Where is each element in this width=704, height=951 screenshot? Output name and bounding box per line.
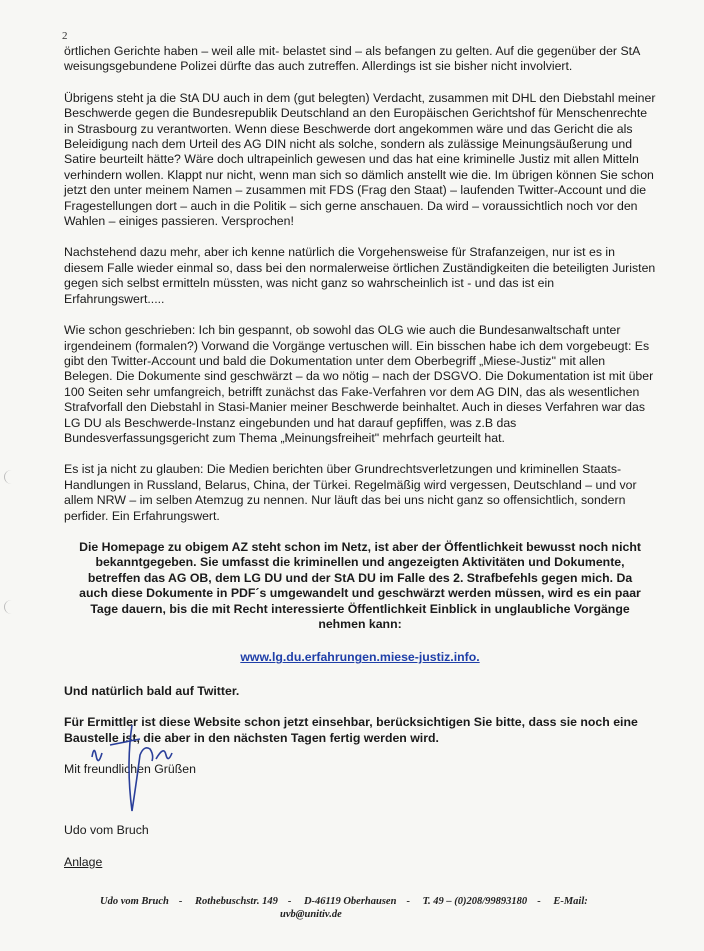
twitter-note: Und natürlich bald auf Twitter. [64,683,240,698]
homepage-notice: Die Homepage zu obigem AZ steht schon im Netz, ist aber der Öffentlichkeit bewusst noch nicht bekanntgegeben. Sie umfasst die kriminellen und angezeigten Aktivitäten und Dokumente, betreffen das AG OB, dem LG DU und der StA DU im Falle des 2. Strafbefehls gegen mich. Da auch diese Dokumente in PDF´s umgewandelt und geschwärzt werden müssen, wird es ein paar Tage dauern, bis die mit Recht interessierte Öffentlichkeit Einblick in unglaubliche Vorgänge nehmen kann: [79,539,641,631]
paragraph-4: Wie schon geschrieben: Ich bin gespannt, ob sowohl das OLG wie auch die Bundesanwaltschaft unter irgendeinem (formalen?) Vorwand die Vorgänge vertuschen will. Ein bisschen habe ich dem vorgebeugt: Es gibt den Twitter-Account und bald die Dokumentation unter dem Oberbegriff „Miese-Justiz" mit allen Belegen. Die Dokumente sind geschwärzt – da wo nötig – nach der DSGVO. Die Dokumentation ist mit über 100 Seiten sehr umfangreich, betrifft zunächst das Fake-Verfahren vor dem AG DIN, das als wesentlichen Strafvorfall den Diebstahl in Stasi-Manier meiner Beschwerde beinhaltet. Auch in dieses Verfahren war das LG DU als Beschwerde-Instanz eingebunden und hat darauf gepfiffen, was z.B das Bundesverfassungsgericht zum Thema „Meinungsfreiheit" mehrfach geurteilt hat. [64,323,654,445]
investigator-note: Für Ermittler ist diese Website schon jetzt einsehbar, berücksichtigen Sie bitte, dass sie noch eine Baustelle ist, die aber in den nächsten Tagen fertig werden wird. [64,715,638,745]
attachment-label: Anlage [64,854,103,869]
handwritten-signature [80,715,210,815]
punch-hole-mark [4,470,19,484]
letterhead-footer: Udo vom Bruch - Rothebuschstr. 149 - D-46119 Oberhausen - T. 49 – (0)208/99893180 - E-Mail: uvb@unitiv.de [100,896,588,920]
paragraph-3: Nachstehend dazu mehr, aber ich kenne natürlich die Vorgehensweise für Strafanzeigen, nur ist es in diesem Falle wieder einmal so, dass bei den normalerweise örtlichen Zuständigkeiten die beteiligten Juristen gegen sich selbst ermitteln müssten, was nicht ganz so wahrscheinlich ist - und das ist ein Erfahrungswert..... [64,245,656,306]
website-link[interactable]: www.lg.du.erfahrungen.miese-justiz.info. [240,650,480,665]
paragraph-2: Übrigens steht ja die StA DU auch in dem (gut belegten) Verdacht, zusammen mit DHL den Diebstahl meiner Beschwerde gegen die Bundesrepublik Deutschland an den Europäischen Gerichtshof für Menschenrechte in Strasbourg zu verantworten. Wenn diese Beschwerde dort angekommen wäre und das Gericht die als Beleidigung nach dem Urteil des AG DIN nicht als solche, sondern als zulässige Meinungsäußerung und Satire beurteilt hätte? Wäre doch ultrapeinlich gewesen und das hat eine kriminelle Justiz mit allen Mitteln verhindern wollen. Klappt nur nicht, wenn man sich so dämlich anstellt wie die. Im übrigen können Sie schon jetzt den unter meinem Namen – zusammen mit FDS (Frag den Staat) – laufenden Twitter-Account und die Fragestellungen dort – auch in die Politik – sich gerne anschauen. Da wird – voraussichtlich noch vor den Wahlen – einiges passieren. Versprochen! [64,90,656,229]
footer-phone: T. 49 – (0)208/99893180 [422,896,528,907]
paragraph-1: örtlichen Gerichte haben – weil alle mit- belastet sind – als befangen zu gelten. Auf die gegenüber der StA weisungsgebundene Polizei dürfte das auch zutreffen. Allerdings ist sie bisher nicht involviert. [64,44,640,74]
footer-name: Udo vom Bruch [100,896,169,907]
paragraph-5: Es ist ja nicht zu glauben: Die Medien berichten über Grundrechtsverletzungen und kriminellen Staats-Handlungen in Russland, Belarus, China, der Türkei. Regelmäßig wird vergessen, Deutschland – und vor allem NRW – im selben Atemzug zu nennen. Nur läuft das bei uns nicht ganz so offensichtlich, sondern perfider. Ein Erfahrungswert. [64,462,637,523]
closing-greeting: Mit freundlichen Grüßen [64,762,196,777]
footer-street: Rothebuschstr. 149 [194,896,278,907]
footer-email[interactable]: uvb@unitiv.de [280,909,342,920]
page-number: 2 [62,30,68,42]
footer-city: D-46119 Oberhausen [303,896,397,907]
signer-name: Udo vom Bruch [64,823,149,838]
footer-email-label: E-Mail: [553,896,588,907]
punch-hole-mark [4,600,19,614]
